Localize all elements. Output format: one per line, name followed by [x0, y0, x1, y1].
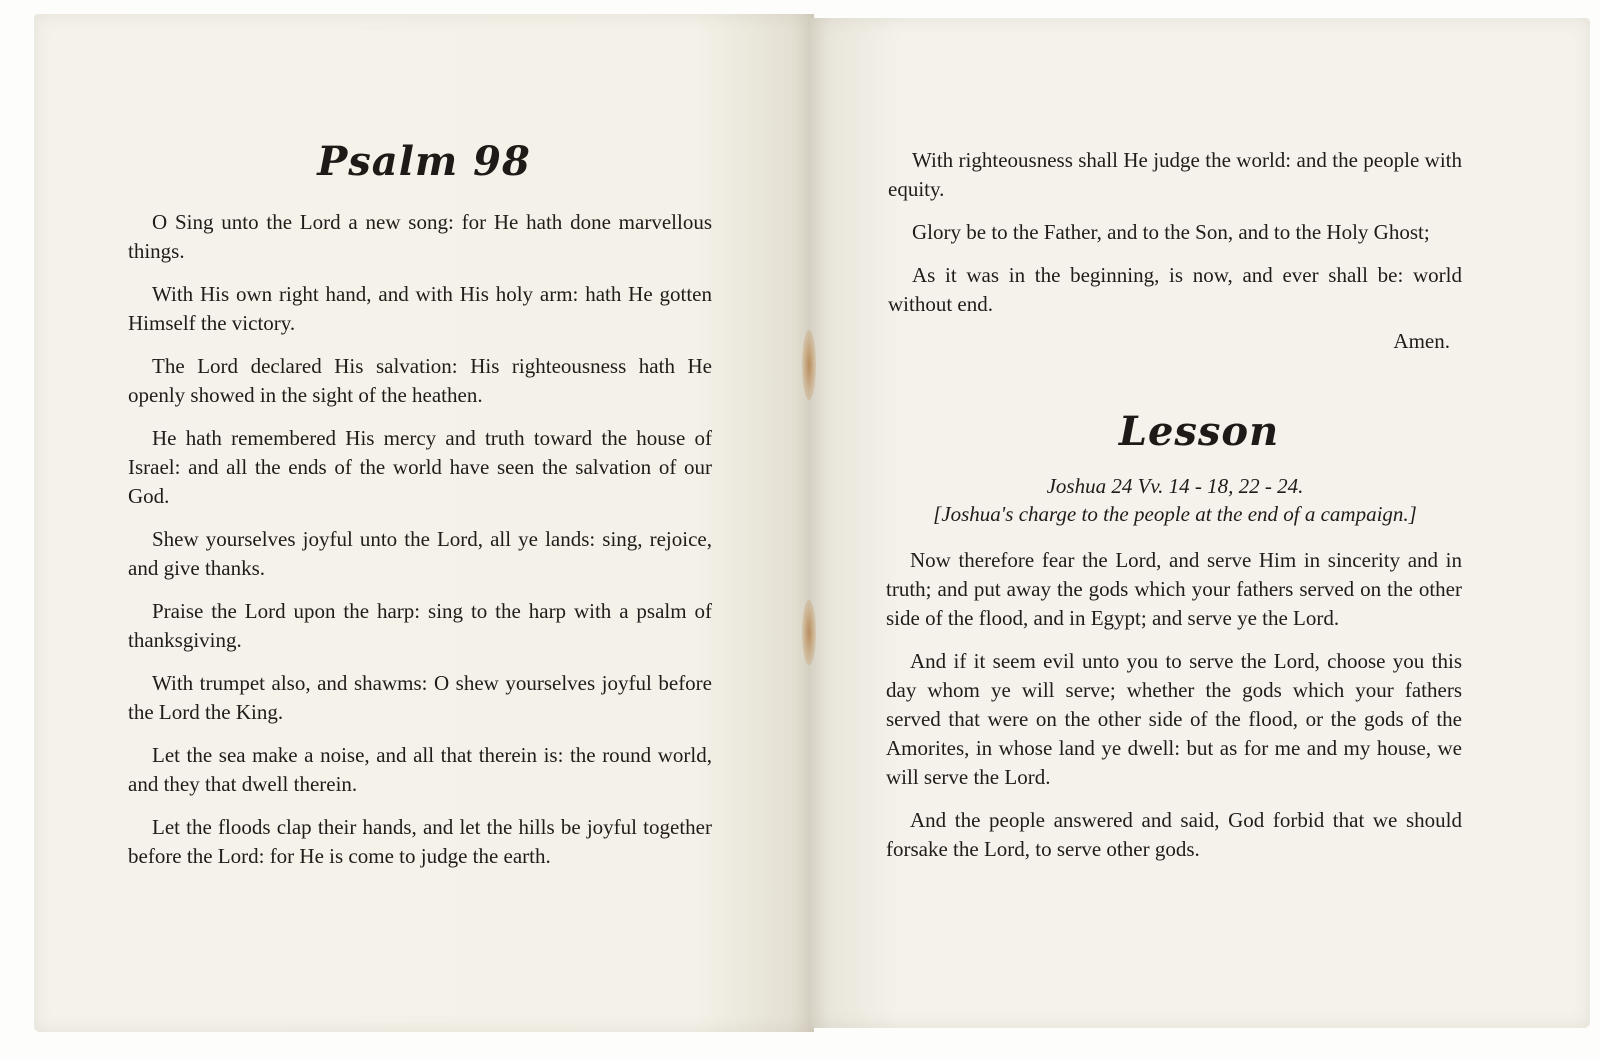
psalm-title: Psalm 98: [317, 138, 531, 185]
gloria-text: [888, 146, 1462, 356]
lesson-title: Lesson: [1118, 408, 1280, 455]
psalm-verse: Let the sea make a noise, and all that therein is: the round world, and they that dwell therein.: [128, 743, 712, 796]
lesson-verse: And if it seem evil unto you to serve the Lord, choose you this day whom ye will serve; whether the gods which your fathers served that were on the other side of the flood, or the gods of the Amorites, in whose land ye dwell: but as for me and my house, we will serve the Lord.: [886, 649, 1462, 789]
psalm-verse: O Sing unto the Lord a new song: for He hath done marvellous things.: [128, 210, 712, 263]
psalm-verse: He hath remembered His mercy and truth toward the house of Israel: and all the ends of the world have seen the salvation of our God.: [128, 426, 712, 508]
psalm-verse: Shew yourselves joyful unto the Lord, all ye lands: sing, rejoice, and give thanks.: [128, 527, 712, 580]
lesson-verse: And the people answered and said, God forbid that we should forsake the Lord, to serve other gods.: [886, 808, 1462, 861]
spine-stain: [802, 600, 816, 665]
amen-text: Amen.: [1393, 329, 1450, 353]
gloria-verse: As it was in the beginning, is now, and ever shall be: world without end.: [888, 263, 1462, 316]
psalm-verse: With righteousness shall He judge the world: and the people with equity.: [888, 148, 1462, 201]
psalm-verse: With His own right hand, and with His holy arm: hath He gotten Himself the victory.: [128, 282, 712, 335]
lesson-text: [886, 546, 1462, 878]
left-page: [34, 14, 814, 1032]
psalm-text: [128, 208, 712, 885]
psalm-verse: Praise the Lord upon the harp: sing to the harp with a psalm of thanksgiving.: [128, 599, 712, 652]
spine-stain: [802, 330, 816, 400]
psalm-verse: With trumpet also, and shawms: O shew yourselves joyful before the Lord the King.: [128, 671, 712, 724]
psalm-verse: The Lord declared His salvation: His righteousness hath He openly showed in the sight of the heathen.: [128, 354, 712, 407]
lesson-reference: Joshua 24 Vv. 14 - 18, 22 - 24.: [1046, 474, 1304, 498]
right-page: [808, 18, 1590, 1028]
lesson-reference-note: [Joshua's charge to the people at the end of a campaign.]: [933, 502, 1417, 526]
gloria-verse: Glory be to the Father, and to the Son, and to the Holy Ghost;: [912, 220, 1430, 244]
lesson-verse: Now therefore fear the Lord, and serve Him in sincerity and in truth; and put away the gods which your fathers served on the other side of the flood, and in Egypt; and serve ye the Lord.: [886, 548, 1462, 630]
psalm-verse: Let the floods clap their hands, and let the hills be joyful together before the Lord: for He is come to judge the earth.: [128, 815, 712, 868]
